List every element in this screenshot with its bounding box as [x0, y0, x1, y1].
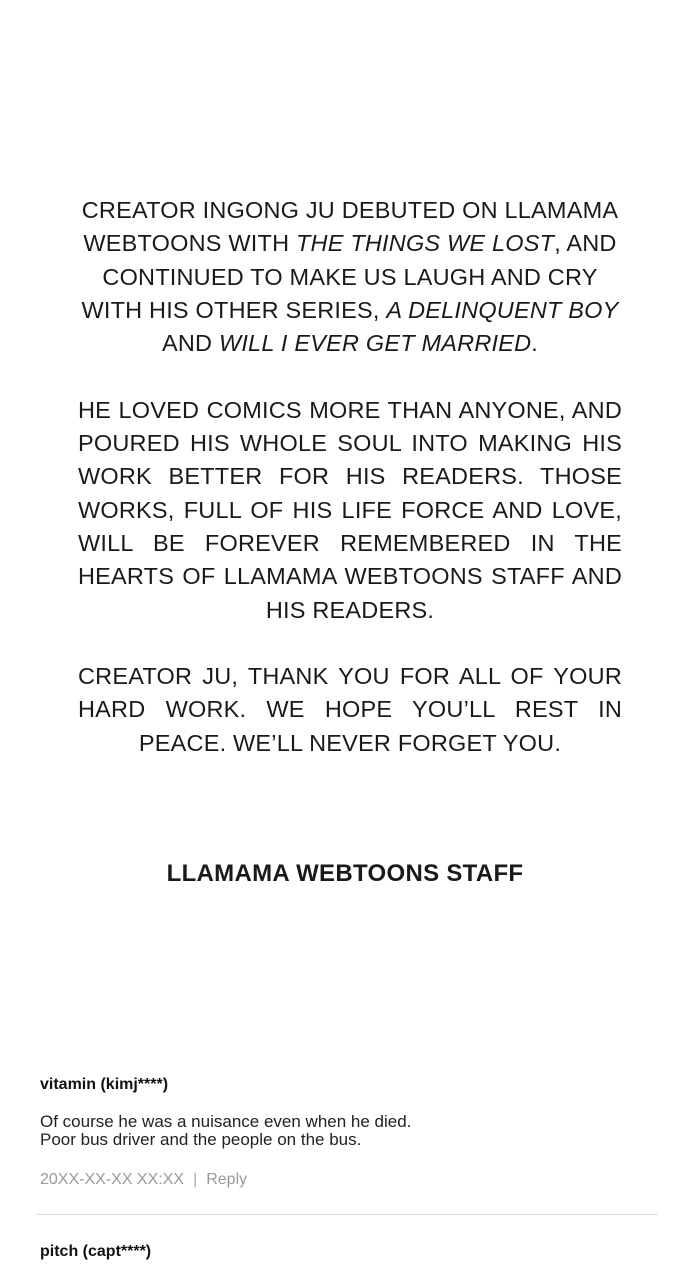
memorial-paragraph-3: CREATOR JU, THANK YOU FOR ALL OF YOUR HARD WORK. WE HOPE YOU’LL REST IN PEACE. WE’LL NEVER FORGET YOU.: [78, 663, 622, 756]
comment-author: pitch (capt****): [40, 1243, 152, 1260]
series-title-will-i-ever-get-married: WILL I EVER GET MARRIED: [218, 330, 532, 357]
memorial-signoff: LLAMAMA WEBTOONS STAFF: [166, 860, 524, 887]
memorial-paragraph-1: [78, 194, 622, 360]
comment-item: [40, 1242, 660, 1262]
memorial-text-segment: CREATOR INGONG JU DEBUTED ON LLAMAMA WEBTOONS WITH: [81, 197, 619, 257]
comment-divider: [36, 1214, 658, 1215]
series-title-the-things-we-lost: THE THINGS WE LOST: [295, 230, 555, 257]
memorial-text-segment: .: [531, 330, 539, 357]
memorial-text-segment: AND: [161, 330, 219, 357]
comment-timestamp: 20XX-XX-XX XX:XX: [40, 1171, 185, 1188]
memorial-text-segment: , AND CONTINUED TO MAKE US LAUGH AND CRY WITH HIS OTHER SERIES,: [81, 230, 617, 323]
comment-body-line: Poor bus driver and the people on the bus.: [40, 1130, 362, 1149]
comment-body: [40, 1113, 660, 1149]
series-title-a-delinquent-boy: A DELINQUENT BOY: [386, 296, 619, 323]
comment-body-line: Of course he was a nuisance even when he died.: [40, 1112, 412, 1131]
reply-link[interactable]: Reply: [206, 1171, 248, 1188]
memorial-paragraph-2: HE LOVED COMICS MORE THAN ANYONE, AND POURED HIS WHOLE SOUL INTO MAKING HIS WORK BETTER FOR HIS READERS. THOSE WORKS, FULL OF HIS LIFE FORCE AND LOVE, WILL BE FOREVER REMEMBERED IN THE HEARTS OF LLAMAMA WEBTOONS STAFF AND HIS READERS.: [78, 396, 622, 623]
comment-item: [40, 1075, 660, 1190]
comment-meta: [40, 1170, 660, 1190]
comment-author: vitamin (kimj****): [40, 1076, 169, 1093]
comment-meta-separator: |: [193, 1171, 198, 1188]
memorial-text: [78, 194, 622, 793]
